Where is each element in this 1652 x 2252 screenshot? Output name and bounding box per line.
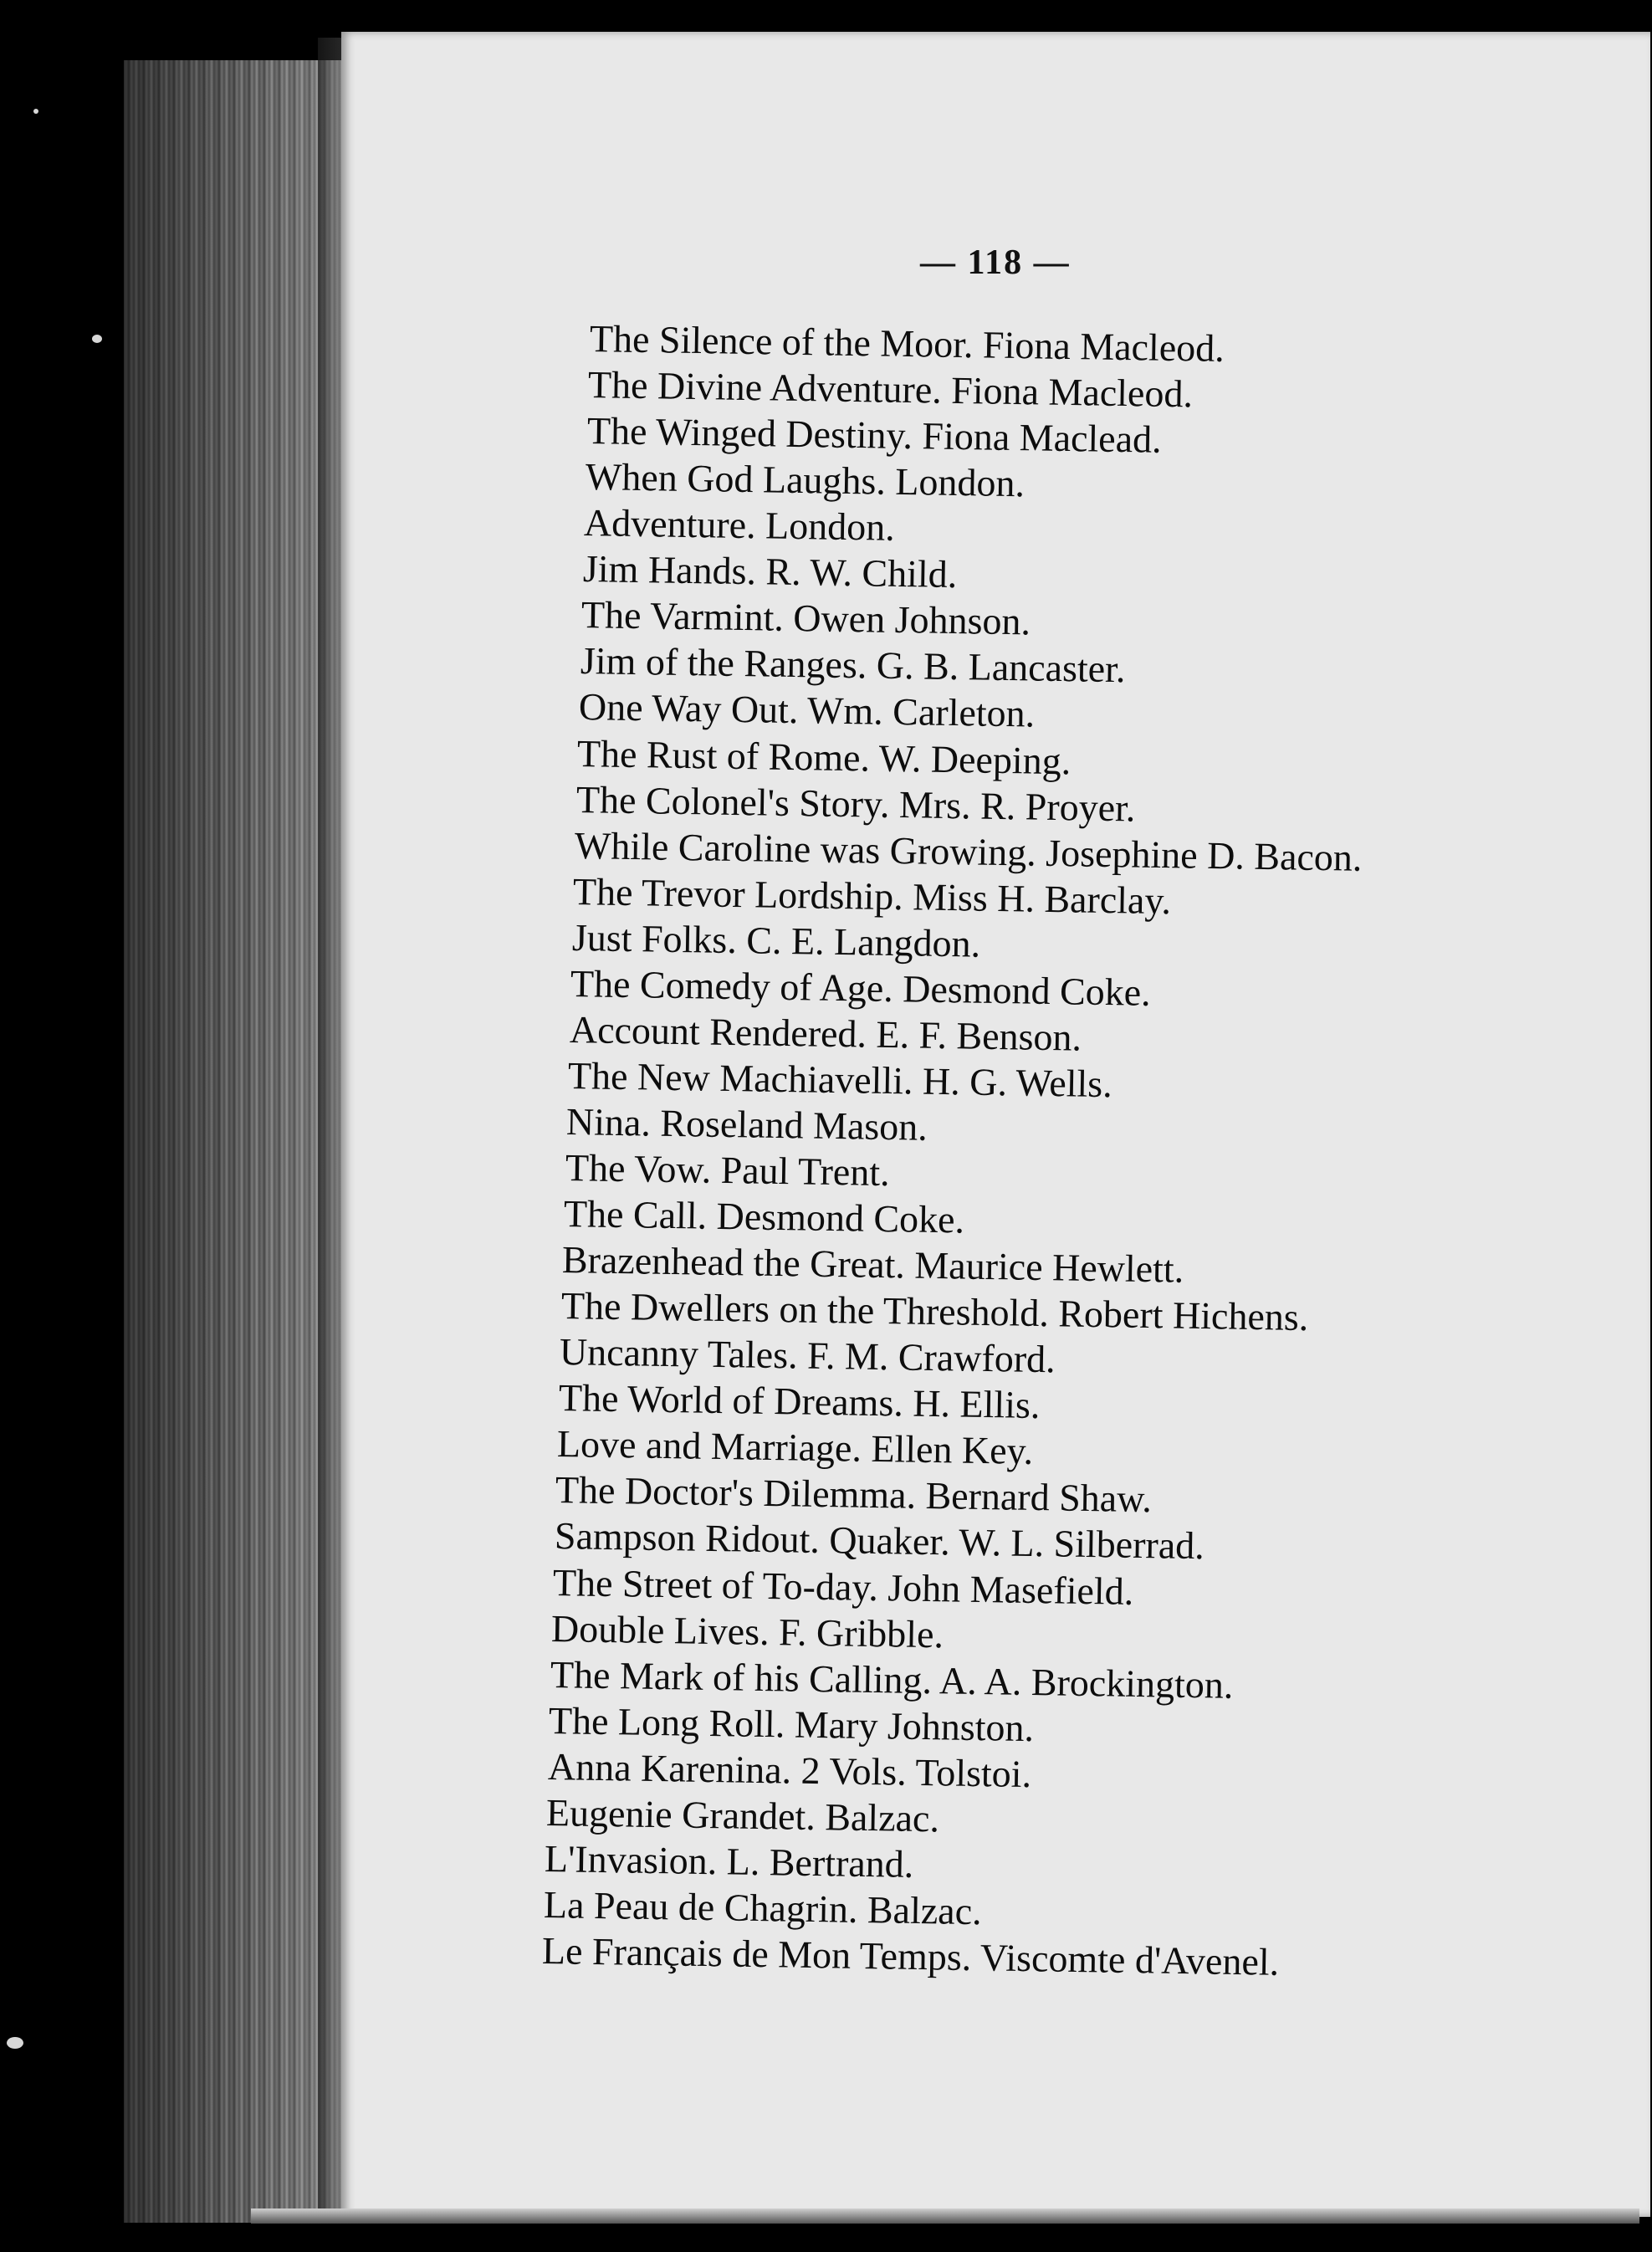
book-entry: The Colonel's Story. Mrs. R. Proyer. bbox=[575, 777, 1136, 830]
book-entry: The Trevor Lordship. Miss H. Barclay. bbox=[573, 869, 1172, 922]
book-entry: Nina. Roseland Mason. bbox=[565, 1099, 928, 1149]
book-entry: The Comedy of Age. Desmond Coke. bbox=[570, 961, 1152, 1014]
book-entry: Adventure. London. bbox=[584, 501, 896, 550]
book-entry: Jim Hands. R. W. Child. bbox=[582, 547, 958, 596]
book-entry: L'Invasion. L. Bertrand. bbox=[544, 1836, 914, 1886]
book-entry: One Way Out. Wm. Carleton. bbox=[578, 685, 1036, 736]
book-entry: The Street of To-day. John Masefield. bbox=[552, 1560, 1134, 1613]
book-entry: Sampson Ridout. Quaker. W. L. Silberrad. bbox=[554, 1514, 1204, 1568]
book-entry: Account Rendered. E. F. Benson. bbox=[569, 1007, 1082, 1059]
book-entry: Anna Karenina. 2 Vols. Tolstoi. bbox=[547, 1744, 1031, 1795]
book-entry: La Peau de Chagrin. Balzac. bbox=[543, 1882, 982, 1933]
book-entry: Eugenie Grandet. Balzac. bbox=[545, 1790, 940, 1840]
book-entry: The New Machiavelli. H. G. Wells. bbox=[567, 1053, 1113, 1106]
book-entry: The Silence of the Moor. Fiona Macleod. bbox=[589, 317, 1225, 370]
book-entry: The Rust of Rome. W. Deeping. bbox=[576, 731, 1071, 782]
book-entry: While Caroline was Growing. Josephine D. Bacon. bbox=[574, 823, 1363, 879]
book-entry: Just Folks. C. E. Langdon. bbox=[571, 915, 981, 965]
book-entry: Love and Marriage. Ellen Key. bbox=[556, 1422, 1034, 1473]
book-entry: Brazenhead the Great. Maurice Hewlett. bbox=[562, 1238, 1185, 1291]
book-entry: The Winged Destiny. Fiona Maclead. bbox=[586, 409, 1162, 461]
book-entry: The Call. Desmond Coke. bbox=[563, 1192, 965, 1241]
book-entry: The Mark of his Calling. A. A. Brockington. bbox=[550, 1652, 1234, 1707]
page-number: — 118 — bbox=[920, 243, 1071, 282]
book-entry: The World of Dreams. H. Ellis. bbox=[558, 1376, 1041, 1427]
book-entry: When God Laughs. London. bbox=[585, 455, 1025, 505]
book-entry: The Vow. Paul Trent. bbox=[565, 1146, 890, 1195]
book-entry: The Dwellers on the Threshold. Robert Hichens. bbox=[560, 1284, 1309, 1339]
book-entry: Uncanny Tales. F. M. Crawford. bbox=[559, 1330, 1056, 1381]
book-entry: The Varmint. Owen Johnson. bbox=[581, 593, 1031, 643]
book-entry: Jim of the Ranges. G. B. Lancaster. bbox=[580, 639, 1126, 691]
book-entry: The Long Roll. Mary Johnston. bbox=[548, 1698, 1035, 1749]
book-entry: The Doctor's Dilemma. Bernard Shaw. bbox=[555, 1468, 1153, 1521]
book-entry: Le Français de Mon Temps. Viscomte d'Avenel. bbox=[541, 1929, 1280, 1983]
book-entry: The Divine Adventure. Fiona Macleod. bbox=[587, 363, 1194, 416]
book-entry: Double Lives. F. Gribble. bbox=[550, 1606, 944, 1656]
